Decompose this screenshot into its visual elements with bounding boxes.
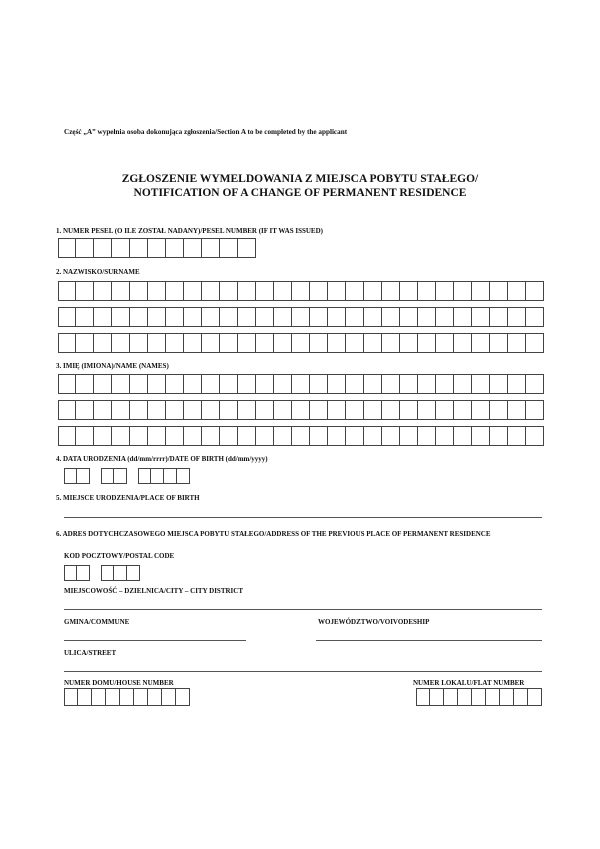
character-box[interactable]	[382, 281, 400, 301]
birth-year-boxes[interactable]	[138, 468, 190, 484]
character-box[interactable]	[238, 400, 256, 420]
character-box[interactable]	[238, 374, 256, 394]
character-box[interactable]	[472, 281, 490, 301]
character-box[interactable]	[120, 688, 134, 706]
character-box[interactable]	[77, 565, 90, 581]
character-box[interactable]	[364, 400, 382, 420]
character-box[interactable]	[148, 426, 166, 446]
character-box[interactable]	[112, 307, 130, 327]
character-box[interactable]	[112, 333, 130, 353]
character-box[interactable]	[310, 307, 328, 327]
house-number-boxes[interactable]	[64, 688, 190, 706]
character-box[interactable]	[148, 238, 166, 258]
character-box[interactable]	[202, 333, 220, 353]
character-box[interactable]	[328, 307, 346, 327]
form-title-pl: ZGŁOSZENIE WYMELDOWANIA Z MIEJSCA POBYTU STAŁEGO/	[121, 173, 479, 185]
character-box[interactable]	[184, 400, 202, 420]
character-box[interactable]	[166, 307, 184, 327]
character-box[interactable]	[256, 374, 274, 394]
character-box[interactable]	[101, 468, 114, 484]
character-box[interactable]	[382, 307, 400, 327]
character-box[interactable]	[454, 400, 472, 420]
pesel-label: 1. NUMER PESEL (O ILE ZOSTAŁ NADANY)/PESEL NUMBER (IF IT WAS ISSUED)	[56, 227, 323, 235]
character-box[interactable]	[490, 333, 508, 353]
character-box[interactable]	[292, 426, 310, 446]
character-box[interactable]	[77, 468, 90, 484]
character-box[interactable]	[310, 400, 328, 420]
character-box[interactable]	[508, 307, 526, 327]
voivodeship-line[interactable]	[316, 640, 542, 641]
surname-boxes-row-2[interactable]	[58, 307, 544, 327]
character-box[interactable]	[418, 281, 436, 301]
character-box[interactable]	[292, 400, 310, 420]
character-box[interactable]	[112, 238, 130, 258]
character-box[interactable]	[274, 307, 292, 327]
character-box[interactable]	[364, 281, 382, 301]
street-label: ULICA/STREET	[64, 649, 117, 657]
character-box[interactable]	[328, 281, 346, 301]
character-box[interactable]	[112, 400, 130, 420]
character-box[interactable]	[76, 374, 94, 394]
character-box[interactable]	[328, 333, 346, 353]
character-box[interactable]	[364, 333, 382, 353]
character-box[interactable]	[444, 688, 458, 706]
character-box[interactable]	[490, 374, 508, 394]
character-box[interactable]	[148, 281, 166, 301]
city-label: MIEJSCOWOŚĆ – DZIELNICA/CITY – CITY DISTRICT	[64, 587, 243, 595]
character-box[interactable]	[184, 426, 202, 446]
character-box[interactable]	[94, 307, 112, 327]
street-line[interactable]	[64, 671, 542, 672]
character-box[interactable]	[436, 333, 454, 353]
character-box[interactable]	[346, 426, 364, 446]
birth-place-label: 5. MIEJSCE URODZENIA/PLACE OF BIRTH	[56, 494, 200, 502]
character-box[interactable]	[436, 307, 454, 327]
character-box[interactable]	[184, 307, 202, 327]
character-box[interactable]	[292, 281, 310, 301]
character-box[interactable]	[310, 281, 328, 301]
character-box[interactable]	[274, 333, 292, 353]
character-box[interactable]	[400, 333, 418, 353]
character-box[interactable]	[238, 333, 256, 353]
character-box[interactable]	[454, 333, 472, 353]
character-box[interactable]	[310, 374, 328, 394]
character-box[interactable]	[220, 281, 238, 301]
character-box[interactable]	[238, 281, 256, 301]
character-box[interactable]	[184, 333, 202, 353]
surname-label: 2. NAZWISKO/SURNAME	[56, 268, 140, 276]
character-box[interactable]	[166, 400, 184, 420]
character-box[interactable]	[64, 688, 78, 706]
character-box[interactable]	[58, 374, 76, 394]
character-box[interactable]	[76, 307, 94, 327]
character-box[interactable]	[346, 281, 364, 301]
character-box[interactable]	[64, 565, 77, 581]
character-box[interactable]	[58, 307, 76, 327]
character-box[interactable]	[166, 333, 184, 353]
character-box[interactable]	[148, 374, 166, 394]
character-box[interactable]	[130, 281, 148, 301]
names-boxes-row-3[interactable]	[58, 426, 544, 446]
character-box[interactable]	[454, 374, 472, 394]
birth-date-label: 4. DATA URODZENIA (dd/mm/rrrr)/DATE OF BIRTH (dd/mm/yyyy)	[56, 455, 268, 463]
character-box[interactable]	[164, 468, 177, 484]
character-box[interactable]	[138, 468, 151, 484]
character-box[interactable]	[94, 400, 112, 420]
character-box[interactable]	[76, 238, 94, 258]
character-box[interactable]	[148, 307, 166, 327]
character-box[interactable]	[274, 426, 292, 446]
names-boxes-row-1[interactable]	[58, 374, 544, 394]
character-box[interactable]	[238, 426, 256, 446]
surname-boxes-row-1[interactable]	[58, 281, 544, 301]
character-box[interactable]	[346, 307, 364, 327]
names-label: 3. IMIĘ (IMIONA)/NAME (NAMES)	[56, 362, 169, 370]
character-box[interactable]	[112, 426, 130, 446]
character-box[interactable]	[162, 688, 176, 706]
character-box[interactable]	[202, 400, 220, 420]
character-box[interactable]	[346, 374, 364, 394]
character-box[interactable]	[274, 281, 292, 301]
character-box[interactable]	[148, 400, 166, 420]
character-box[interactable]	[274, 400, 292, 420]
character-box[interactable]	[130, 307, 148, 327]
character-box[interactable]	[238, 238, 256, 258]
character-box[interactable]	[526, 333, 544, 353]
character-box[interactable]	[184, 374, 202, 394]
character-box[interactable]	[58, 333, 76, 353]
character-box[interactable]	[328, 426, 346, 446]
flat-number-boxes[interactable]	[416, 688, 542, 706]
postal-code-label: KOD POCZTOWY/POSTAL CODE	[64, 552, 175, 560]
character-box[interactable]	[382, 400, 400, 420]
section-a-note: Część „A” wypełnia osoba dokonująca zgłoszenia/Section A to be completed by the applicant	[64, 128, 348, 136]
character-box[interactable]	[58, 281, 76, 301]
character-box[interactable]	[364, 307, 382, 327]
character-box[interactable]	[418, 400, 436, 420]
character-box[interactable]	[400, 307, 418, 327]
character-box[interactable]	[166, 374, 184, 394]
character-box[interactable]	[292, 333, 310, 353]
character-box[interactable]	[94, 333, 112, 353]
character-box[interactable]	[220, 400, 238, 420]
character-box[interactable]	[454, 307, 472, 327]
character-box[interactable]	[526, 400, 544, 420]
character-box[interactable]	[436, 400, 454, 420]
character-box[interactable]	[310, 426, 328, 446]
character-box[interactable]	[64, 468, 77, 484]
character-box[interactable]	[112, 281, 130, 301]
pesel-boxes[interactable]	[58, 238, 256, 258]
character-box[interactable]	[274, 374, 292, 394]
character-box[interactable]	[382, 333, 400, 353]
character-box[interactable]	[184, 281, 202, 301]
character-box[interactable]	[202, 238, 220, 258]
character-box[interactable]	[130, 400, 148, 420]
character-box[interactable]	[220, 333, 238, 353]
character-box[interactable]	[490, 400, 508, 420]
character-box[interactable]	[256, 281, 274, 301]
character-box[interactable]	[58, 426, 76, 446]
character-box[interactable]	[220, 426, 238, 446]
character-box[interactable]	[490, 426, 508, 446]
character-box[interactable]	[472, 374, 490, 394]
character-box[interactable]	[454, 281, 472, 301]
character-box[interactable]	[114, 468, 127, 484]
commune-line[interactable]	[64, 640, 246, 641]
address-label: 6. ADRES DOTYCHCZASOWEGO MIEJSCA POBYTU STAŁEGO/ADDRESS OF THE PREVIOUS PLACE OF PERMANENT RESIDENCE	[56, 530, 491, 538]
character-box[interactable]	[166, 426, 184, 446]
character-box[interactable]	[382, 426, 400, 446]
character-box[interactable]	[400, 426, 418, 446]
character-box[interactable]	[528, 688, 542, 706]
character-box[interactable]	[418, 426, 436, 446]
character-box[interactable]	[94, 238, 112, 258]
character-box[interactable]	[58, 238, 76, 258]
character-box[interactable]	[400, 400, 418, 420]
character-box[interactable]	[400, 374, 418, 394]
character-box[interactable]	[130, 238, 148, 258]
character-box[interactable]	[101, 565, 114, 581]
character-box[interactable]	[436, 426, 454, 446]
character-box[interactable]	[526, 307, 544, 327]
character-box[interactable]	[130, 374, 148, 394]
form-title-en: NOTIFICATION OF A CHANGE OF PERMANENT RESIDENCE	[133, 187, 467, 199]
character-box[interactable]	[256, 333, 274, 353]
character-box[interactable]	[416, 688, 430, 706]
character-box[interactable]	[76, 333, 94, 353]
character-box[interactable]	[472, 400, 490, 420]
character-box[interactable]	[130, 333, 148, 353]
character-box[interactable]	[106, 688, 120, 706]
character-box[interactable]	[508, 333, 526, 353]
character-box[interactable]	[382, 374, 400, 394]
birth-month-boxes[interactable]	[101, 468, 127, 484]
birth-day-boxes[interactable]	[64, 468, 90, 484]
character-box[interactable]	[134, 688, 148, 706]
character-box[interactable]	[202, 281, 220, 301]
character-box[interactable]	[220, 238, 238, 258]
character-box[interactable]	[364, 374, 382, 394]
surname-boxes-row-3[interactable]	[58, 333, 544, 353]
character-box[interactable]	[486, 688, 500, 706]
character-box[interactable]	[78, 688, 92, 706]
character-box[interactable]	[220, 374, 238, 394]
character-box[interactable]	[92, 688, 106, 706]
character-box[interactable]	[472, 688, 486, 706]
character-box[interactable]	[328, 374, 346, 394]
character-box[interactable]	[220, 307, 238, 327]
character-box[interactable]	[454, 426, 472, 446]
character-box[interactable]	[148, 688, 162, 706]
flat-number-label: NUMER LOKALU/FLAT NUMBER	[413, 679, 525, 687]
character-box[interactable]	[292, 307, 310, 327]
character-box[interactable]	[184, 238, 202, 258]
character-box[interactable]	[436, 374, 454, 394]
character-box[interactable]	[94, 374, 112, 394]
character-box[interactable]	[500, 688, 514, 706]
character-box[interactable]	[151, 468, 164, 484]
character-box[interactable]	[177, 468, 190, 484]
character-box[interactable]	[430, 688, 444, 706]
character-box[interactable]	[94, 426, 112, 446]
character-box[interactable]	[472, 333, 490, 353]
character-box[interactable]	[346, 400, 364, 420]
character-box[interactable]	[472, 307, 490, 327]
character-box[interactable]	[418, 307, 436, 327]
character-box[interactable]	[112, 374, 130, 394]
birth-place-line[interactable]	[64, 517, 542, 518]
character-box[interactable]	[166, 238, 184, 258]
character-box[interactable]	[256, 426, 274, 446]
character-box[interactable]	[127, 565, 140, 581]
character-box[interactable]	[400, 281, 418, 301]
house-number-label: NUMER DOMU/HOUSE NUMBER	[64, 679, 174, 687]
commune-label: GMINA/COMMUNE	[64, 618, 130, 626]
character-box[interactable]	[310, 333, 328, 353]
character-box[interactable]	[490, 281, 508, 301]
character-box[interactable]	[508, 281, 526, 301]
character-box[interactable]	[130, 426, 148, 446]
voivodeship-label: WOJEWÓDZTWO/VOIVODESHIP	[318, 618, 430, 626]
character-box[interactable]	[148, 333, 166, 353]
character-box[interactable]	[256, 307, 274, 327]
character-box[interactable]	[436, 281, 454, 301]
character-box[interactable]	[166, 281, 184, 301]
character-box[interactable]	[508, 374, 526, 394]
city-line[interactable]	[64, 609, 542, 610]
names-boxes-row-2[interactable]	[58, 400, 544, 420]
character-box[interactable]	[238, 307, 256, 327]
character-box[interactable]	[76, 426, 94, 446]
character-box[interactable]	[202, 426, 220, 446]
character-box[interactable]	[58, 400, 76, 420]
postal-code-first-boxes[interactable]	[64, 565, 90, 581]
character-box[interactable]	[346, 333, 364, 353]
character-box[interactable]	[202, 307, 220, 327]
character-box[interactable]	[114, 565, 127, 581]
character-box[interactable]	[176, 688, 190, 706]
character-box[interactable]	[472, 426, 490, 446]
postal-code-second-boxes[interactable]	[101, 565, 140, 581]
character-box[interactable]	[364, 426, 382, 446]
character-box[interactable]	[418, 333, 436, 353]
character-box[interactable]	[328, 400, 346, 420]
character-box[interactable]	[292, 374, 310, 394]
character-box[interactable]	[508, 400, 526, 420]
character-box[interactable]	[94, 281, 112, 301]
character-box[interactable]	[526, 374, 544, 394]
character-box[interactable]	[458, 688, 472, 706]
character-box[interactable]	[76, 400, 94, 420]
character-box[interactable]	[418, 374, 436, 394]
character-box[interactable]	[202, 374, 220, 394]
character-box[interactable]	[508, 426, 526, 446]
character-box[interactable]	[256, 400, 274, 420]
character-box[interactable]	[76, 281, 94, 301]
character-box[interactable]	[514, 688, 528, 706]
character-box[interactable]	[526, 281, 544, 301]
character-box[interactable]	[526, 426, 544, 446]
character-box[interactable]	[490, 307, 508, 327]
